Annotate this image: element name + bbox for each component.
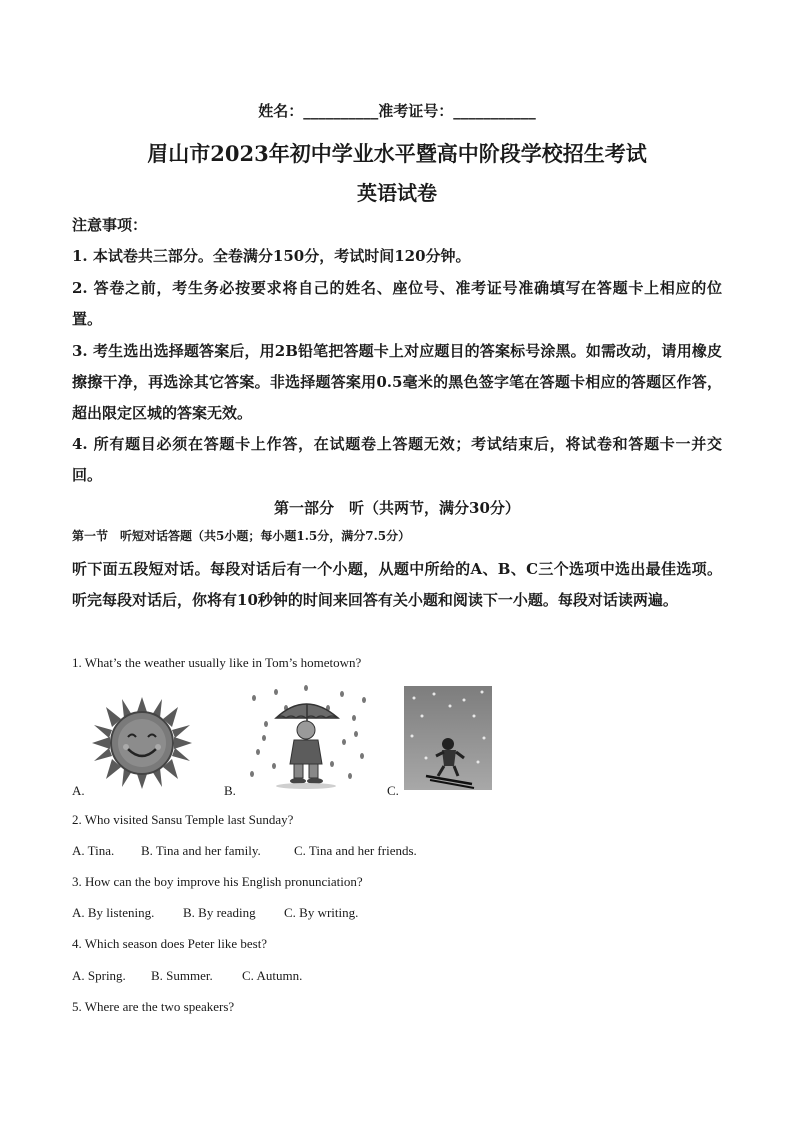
question-1-stem: 1. What’s the weather usually like in Tom’s hometown?: [72, 655, 362, 670]
listening-instructions: 听下面五段短对话。每段对话后有一个小题，从题中所给的A、B、C三个选项中选出最佳选项。听完每段对话后，你将有10秒钟的时间来回答有关小题和阅读下一小题。每段对话读两遍。: [72, 560, 722, 609]
question-4-stem: 4. Which season does Peter like best?: [72, 936, 268, 951]
q3-option-a[interactable]: A. By listening.: [72, 905, 155, 920]
part-one-heading: 第一部分 听（共两节，满分30分）: [274, 499, 520, 517]
q4-option-a[interactable]: A. Spring.: [72, 968, 126, 983]
question-3-stem: 3. How can the boy improve his English pronunciation?: [72, 874, 363, 889]
notice-heading: 注意事项：: [72, 216, 148, 234]
question-2-stem: 2. Who visited Sansu Temple last Sunday?: [72, 812, 294, 827]
notice-item-4: 4. 所有题目必须在答题卡上作答，在试题卷上答题无效；考试结束后，将试卷和答题卡一并交回。: [72, 435, 722, 484]
question-5-stem: 5. Where are the two speakers?: [72, 999, 235, 1014]
q4-option-b[interactable]: B. Summer.: [151, 968, 213, 983]
q4-option-c[interactable]: C. Autumn.: [242, 968, 303, 983]
exam-title: 眉山市2023年初中学业水平暨高中阶段学校招生考试: [147, 141, 647, 166]
section-one-heading: 第一节 听短对话答题（共5小题；每小题1.5分，满分7.5分）: [72, 529, 411, 543]
exam-subtitle: 英语试卷: [357, 181, 437, 205]
q3-option-c[interactable]: C. By writing.: [284, 905, 359, 920]
q2-option-a[interactable]: A. Tina.: [72, 843, 115, 858]
sun-icon: [88, 697, 196, 789]
notice-item-2: 2. 答卷之前，考生务必按要求将自己的姓名、座位号、准考证号准确填写在答题卡上相应的位置。: [72, 279, 722, 328]
q1-option-a[interactable]: A.: [72, 783, 85, 798]
name-id-line: 姓名：__________准考证号：___________: [258, 102, 536, 120]
q2-option-c[interactable]: C. Tina and her friends.: [294, 843, 417, 858]
q3-option-b[interactable]: B. By reading: [183, 905, 256, 920]
q2-option-b[interactable]: B. Tina and her family.: [141, 843, 261, 858]
q1-option-b[interactable]: B.: [224, 783, 236, 798]
notice-item-1: 1. 本试卷共三部分。全卷满分150分，考试时间120分钟。: [72, 247, 471, 265]
rain-umbrella-icon: [246, 684, 370, 790]
snow-skiing-icon: [404, 686, 492, 790]
q1-option-c[interactable]: C.: [387, 783, 399, 798]
notice-item-3: 3. 考生选出选择题答案后，用2B铅笔把答题卡上对应题目的答案标号涂黑。如需改动，请用橡皮擦擦干净，再选涂其它答案。非选择题答案用0.5毫米的黑色签字笔在答题卡相应的答题区作答，超出限定区城的答案无效。: [72, 342, 722, 422]
